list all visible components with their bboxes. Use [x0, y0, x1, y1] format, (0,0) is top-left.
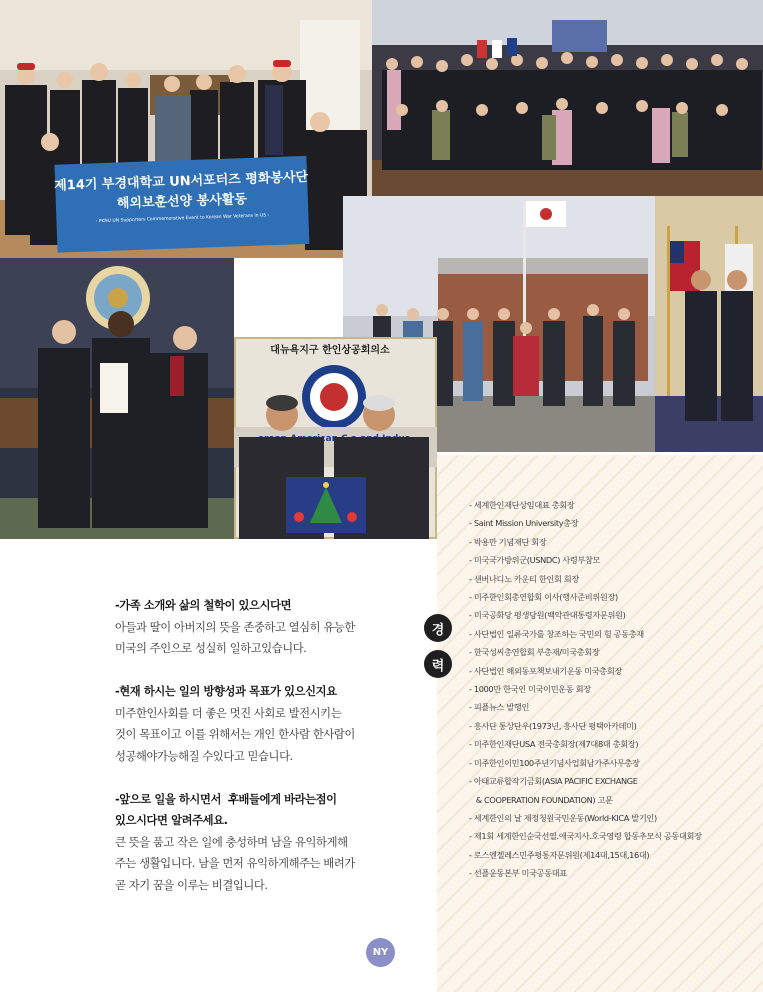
career-item: - 박용만 기념재단 회장 — [469, 536, 547, 547]
photo-two-men-flags — [655, 196, 763, 452]
career-item: - Saint Mission University총장 — [469, 518, 579, 529]
question-3-line: -앞으로 일을 하시면서 후배들에게 바라는점이 — [115, 792, 337, 806]
photo-group-indoor — [372, 0, 763, 196]
answer-3-line: 큰 뜻을 품고 작은 일에 충성하며 남을 유익하게해 — [115, 835, 348, 849]
career-badge-gyeong: 경 — [424, 614, 452, 642]
photo-chamber-of-commerce — [234, 337, 437, 539]
career-item: - 피플뉴스 발행인 — [469, 702, 530, 713]
banner-subtitle: - PKNU UN Supporters Commemorative Event to Korean War Veterans in US - — [95, 213, 270, 225]
answer-2-line: 성공해야가능해질 수있다고 믿습니다. — [115, 749, 293, 763]
career-item: - 선플운동본부 미국공동대표 — [469, 868, 567, 879]
career-item: - 세계한인의 날 제정청원국민운동(World-KICA 발기인) — [469, 812, 657, 823]
career-item: & COOPERATION FOUNDATION) 고문 — [469, 794, 613, 805]
career-item: - 미주한인회총연합회 이사(행사준비위원장) — [469, 592, 618, 603]
career-item: - 로스엔젤레스민주평통자문위원(제14대,15대,16대) — [469, 849, 650, 860]
banner-title-line2: 해외보훈선양 봉사활동 — [116, 192, 248, 212]
answer-2-line: 미주한인사회를 더 좋은 멋진 사회로 발전시키는 — [115, 706, 342, 720]
career-item: - 미국공화당 평생당원(백악관대통령자문위원) — [469, 610, 626, 621]
photo-proclamation — [0, 258, 234, 539]
question-3-line: 있으시다면 알려주세요. — [115, 814, 228, 827]
career-list — [469, 496, 759, 883]
career-badge-ryeok: 력 — [424, 650, 452, 678]
career-item: - 미주한인재단USA 전국총회장(제7대8대 총회장) — [469, 739, 639, 750]
career-item: - 사단법인 해외동포책보내기운동 미국총회장 — [469, 665, 622, 676]
career-item: - 사단법인 일류국가를 창조하는 국민의 힘 공동총재 — [469, 628, 644, 639]
answer-3-line: 주는 생활입니다. 남을 먼저 유익하게해주는 배려가 — [115, 857, 355, 870]
career-item: - 흥사단 통상단우(1973년, 흥사단 평택아카데미) — [469, 720, 637, 731]
question-2: -현재 하시는 일의 방향성과 목표가 있으신지요 — [115, 685, 337, 698]
page-badge-ny: NY — [366, 938, 395, 967]
photo-un-supporters-banner — [0, 0, 372, 258]
career-item: - 제1회 세계한인순국선열.애국지사.호국영령 합동추모식 공동대회장 — [469, 831, 702, 842]
answer-1-line: 미국의 주인으로 성실히 일하고있습니다. — [115, 642, 307, 655]
career-item: - 샌버나디노 카운티 한인회 회장 — [469, 573, 579, 584]
answer-2-line: 것이 목표이고 이를 위해서는 개인 한사람 한사람이 — [115, 728, 355, 741]
question-1: -가족 소개와 삶의 철학이 있으시다면 — [115, 599, 292, 612]
career-item: - 1000만 한국인 미국이민운동 회장 — [469, 684, 591, 695]
answer-1-line: 아들과 딸이 아버지의 뜻을 존중하고 열심히 유능한 — [115, 620, 355, 634]
interview-qa — [115, 595, 415, 896]
career-item: - 미국국가방위군(USNDC) 사령부참모 — [469, 555, 601, 566]
career-item: - 한국성씨총연합회 부총재/미국총회장 — [469, 647, 600, 658]
chamber-sign: 대뉴욕지구 한인상공회의소 — [270, 345, 390, 356]
career-item: - 아태교류합작기금회(ASIA PACIFIC EXCHANGE — [469, 776, 638, 787]
answer-3-line: 곧 자기 꿈을 이루는 비결입니다. — [115, 878, 268, 892]
banner-title-line1: 제14기 부경대학교 UN서포터즈 평화봉사단 — [53, 169, 309, 194]
career-item: - 미주한인이민100주년기념사업회남가주사무총장 — [469, 757, 640, 768]
career-item: - 세계한인재단상임대표 총회장 — [469, 500, 575, 510]
